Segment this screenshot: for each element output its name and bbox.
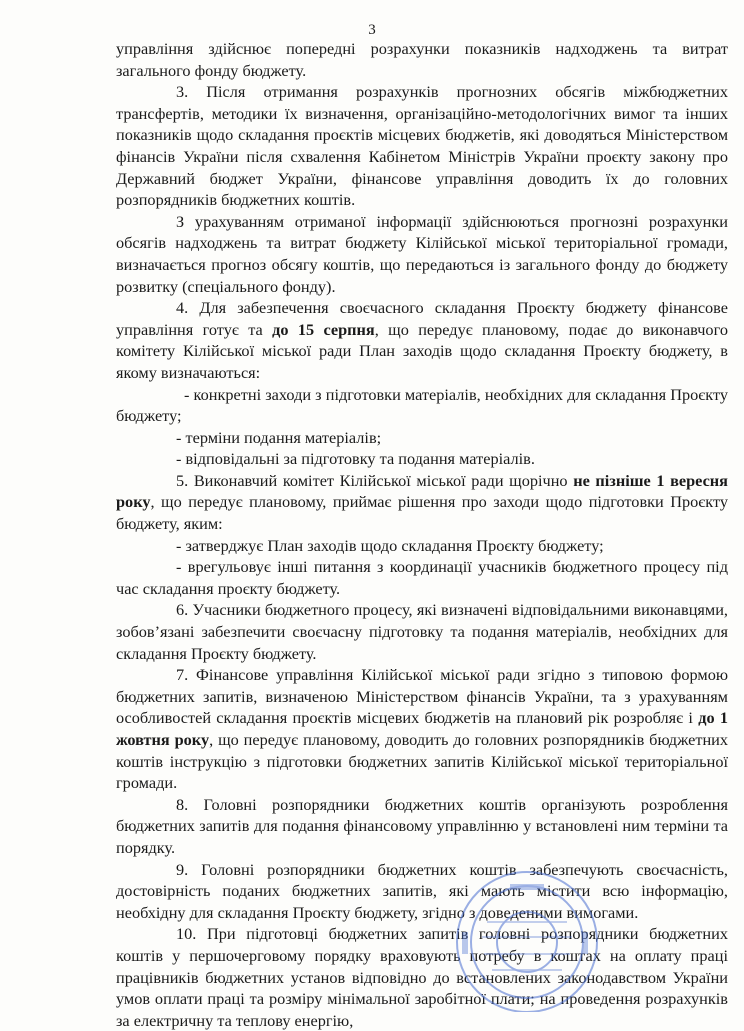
paragraph-3-continued: З урахуванням отриманої інформації здійснюються прогнозні розрахунки обсягів надходжень та витрат бюджету Кілійської міської територіальної громади, визначається прогноз обсягу коштів, що передаються із загального фонду до бюджету розвитку (спеціального фонду). [116,211,728,296]
paragraph-8: 8. Головні розпорядники бюджетних коштів організують розроблення бюджетних запитів для подання фінансовому управлінню у встановлені ним терміни та порядку. [116,794,728,857]
paragraph-continuation: управління здійснює попередні розрахунки показників надходжень та витрат загального фонду бюджету. [116,39,728,80]
paragraph-4-list-item-1: - конкретні заходи з підготовки матеріалів, необхідних для складання Проєкту бюджету; [116,384,728,426]
paragraph-4-text-a: 4. Для забезпечення своєчасного складання Проєкту бюджету фінансове управління готує та [116,298,728,339]
paragraph-10: 10. При підготовці бюджетних запитів головні розпорядники бюджетних коштів у першочерговому порядку враховують потребу в коштах на оплату праці працівників бюджетних установ відповідно до встановлених законодавством України умов оплати праці та розміру мінімальної заробітної плати; на проведення розрахунків за електричну та теплову енергію, [116,924,728,1030]
paragraph-9: 9. Головні розпорядники бюджетних коштів забезпечують своєчасність, достовірність поданих бюджетних запитів, які мають містити всю інформацію, необхідну для складання Проєкту бюджету, згідно з доведеними вимогами. [116,859,728,922]
deadline-september-1: не пізніше 1 вересня року [116,470,728,512]
document-body [116,38,728,1031]
paragraph-4 [116,297,728,383]
paragraph-3: 3. Після отримання розрахунків прогнозних обсягів міжбюджетних трансфертів, методики їх визначення, організаційно-методологічних вимог та інших показників щодо складання проєктів місцевих бюджетів, які доводяться Міністерством фінансів України після схвалення Кабінетом Міністрів України проєкту закону про Державний бюджет України, фінансове управління доводить їх до головних розпорядників бюджетних коштів. [116,82,728,210]
paragraph-5-list-item-1: - затверджує План заходів щодо складання Проєкту бюджету; [176,535,604,555]
paragraph-5-text-b: , що передує плановому, приймає рішення про заходи щодо підготовки Проєкту бюджету, яким: [116,492,728,534]
paragraph-7-text-a: 7. Фінансове управління Кілійської міської ради згідно з типовою формою бюджетних запитів, визначеною Міністерством фінансів України, та з урахуванням особливостей складання проєктів місцевих бюджетів на плановий рік розробляє і [116,665,728,728]
paragraph-5-list-item-2: - врегульовує інші питання з координації учасників бюджетного процесу під час складання проєкту бюджету. [116,557,728,598]
paragraph-5-text-a: 5. Виконавчий комітет Кілійської міської ради щорічно [176,470,568,490]
paragraph-5 [116,470,728,535]
paragraph-7-text-b: , що передує плановому, доводить до головних розпорядників бюджетних коштів інструкцію з підготовки бюджетних запитів Кілійської міської територіальної громади. [116,730,729,793]
page-number: 3 [368,22,376,38]
paragraph-6: 6. Учасники бюджетного процесу, які визначені відповідальними виконавцями, зобов’язані забезпечити своєчасну підготовку та подання матеріалів, необхідних для складання Проєкту бюджету. [116,600,728,663]
paragraph-7 [116,664,728,794]
paragraph-4-list-item-2: - терміни подання матеріалів; [176,427,382,447]
deadline-october-1: до 1 жовтня року [116,708,729,749]
deadline-august-15: до 15 серпня [272,319,375,339]
paragraph-4-list-item-3: - відповідальні за підготовку та подання матеріалів. [176,449,535,469]
paragraph-4-text-b: , що передує плановому, подає до виконавчого комітету Кілійської міської ради План заходів щодо складання Проєкту бюджету, в якому визначаються: [116,319,728,382]
